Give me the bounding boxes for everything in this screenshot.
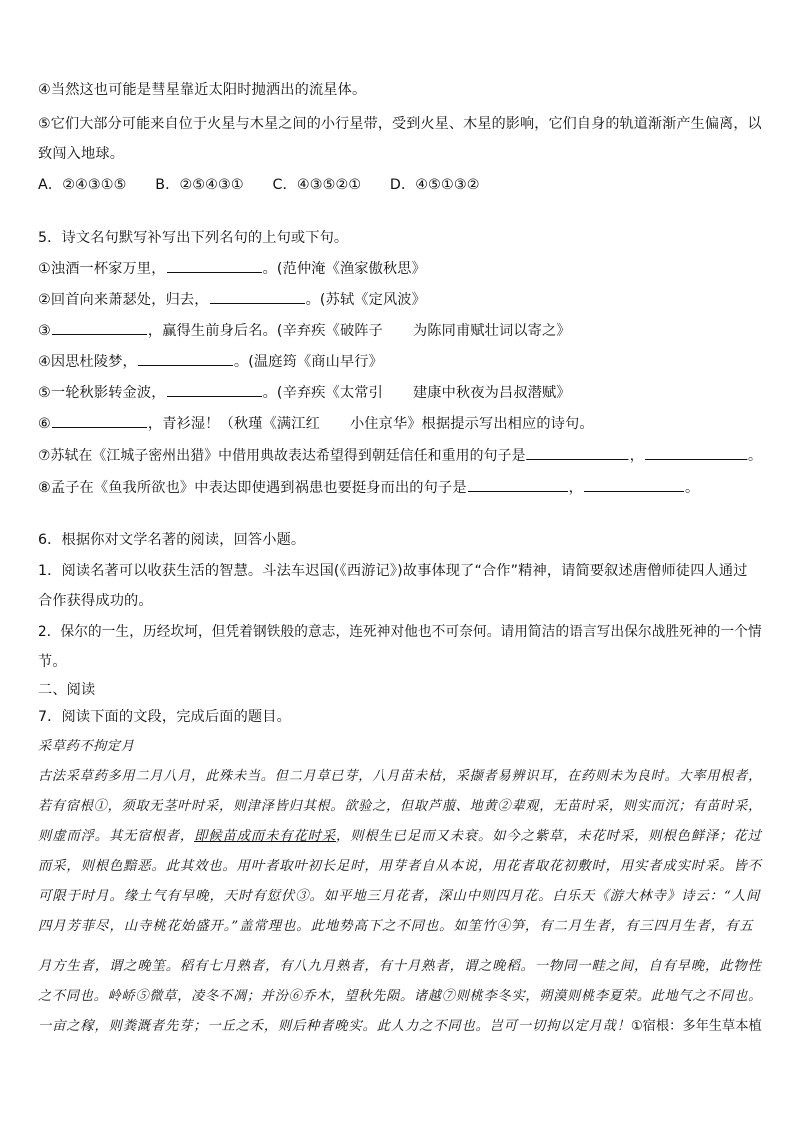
- q5-line-2: ②回首向来萧瑟处，归去， 。(苏轼《定风波》: [38, 292, 426, 308]
- answer-blank[interactable]: [167, 383, 262, 397]
- answer-blank[interactable]: [167, 259, 262, 273]
- footnote-start: ①宿根：多年生草本植: [630, 1019, 762, 1034]
- answer-blank[interactable]: [52, 414, 147, 428]
- passage-title: 采草药不拘定月: [38, 739, 135, 754]
- answer-blank[interactable]: [468, 478, 568, 492]
- q6-item1-line1: 1．阅读名著可以收获生活的智慧。斗法车迟国(《西游记》)故事体现了“合作”精神，请简要叙述唐僧师徒四人通过: [38, 563, 748, 579]
- passage-line-last: 一亩之稼，则粪溉者先芽；一丘之禾，则后种者晚实。此人力之不同也。岂可一切拘以定月哉！①宿根：多年生草本植: [38, 1019, 762, 1034]
- q4-sentence-4: ④当然这也可能是彗星靠近太阳时抛洒出的流星体。: [38, 82, 367, 98]
- q5-title: 5．诗文名句默写补写出下列名句的上句或下句。: [38, 230, 349, 246]
- passage-line: 月方生者，谓之晚筀。稻有七月熟者，有八九月熟者，有十月熟者，谓之晚稻。一物同一畦之间，自有早晚，此物性: [38, 959, 762, 974]
- passage-line: 四月芳菲尽，山寺桃花始盛开。”盖常理也。此地势高下之不同也。如筀竹④笋，有二月生者，有三四月生者，有五: [38, 919, 754, 934]
- passage-line: 古法采草药多用二月八月，此殊未当。但二月草已芽，八月苗未枯，采撷者易辨识耳，在药则未为良时。大率用根者，: [38, 769, 763, 784]
- q5-line-1: ①浊酒一杯家万里， 。(范仲淹《渔家傲秋思》: [38, 261, 426, 277]
- answer-blank[interactable]: [527, 446, 629, 460]
- passage-line: 而采，则根色黯恶。此其效也。用叶者取叶初长足时，用芽者自从本说，用花者取花初敷时，用实者成实时采。皆不: [38, 859, 762, 874]
- q6-item2-line2: 节。: [38, 654, 67, 670]
- answer-blank[interactable]: [210, 290, 305, 304]
- q5-line-5: ⑤一轮秋影转金波， 。(辛弃疾《太常引 建康中秋夜为吕叔潜赋》: [38, 385, 571, 401]
- section-heading-reading: 二、阅读: [38, 682, 96, 698]
- q4-option-b: B．②⑤④③①: [155, 177, 244, 193]
- q4-option-c: C．④③⑤②①: [272, 177, 362, 193]
- q6-item2-line1: 2．保尔的一生，历经坎坷，但凭着钢铁般的意志，连死神对他也不可奈何。请用简洁的语言写出保尔战胜死神的一个情: [38, 624, 762, 640]
- answer-blank[interactable]: [52, 321, 147, 335]
- answer-blank[interactable]: [645, 446, 747, 460]
- q6-item1-line2: 合作获得成功的。: [38, 593, 153, 609]
- q4-option-d: D．④⑤①③②: [389, 177, 480, 193]
- q6-title: 6．根据你对文学名著的阅读，回答小题。: [38, 532, 306, 548]
- q7-title: 7．阅读下面的文段，完成后面的题目。: [38, 709, 291, 725]
- q4-options: [38, 175, 762, 195]
- underlined-phrase: 即候苗成而未有花时采: [194, 829, 337, 844]
- answer-blank[interactable]: [584, 478, 684, 492]
- q4-sentence-5-line2: 致闯入地球。: [38, 146, 125, 162]
- q5-line-7: ⑦苏轼在《江城子密州出猎》中借用典故表达希望得到朝廷信任和重用的句子是 ， 。: [38, 448, 763, 464]
- q5-line-4: ④因思杜陵梦， 。(温庭筠《商山早行》: [38, 354, 383, 370]
- q4-option-a: A．②④③①⑤: [38, 177, 127, 193]
- q5-line-8: ⑧孟子在《鱼我所欲也》中表达即使遇到祸患也要挺身而出的句子是 ， 。: [38, 480, 700, 496]
- q4-sentence-5-line1: ⑤它们大部分可能来自位于火星与木星之间的小行星带，受到火星、木星的影响，它们自身的轨道渐渐产生偏离，以: [38, 116, 762, 132]
- passage-line: 之不同也。岭峤⑤微草，凌冬不凋；并汾⑥乔木，望秋先陨。诸越⑦则桃李冬实，朔漠则桃李夏荣。此地气之不同也。: [38, 989, 763, 1004]
- q5-line-6: ⑥ ，青衫湿！（秋瑾《满江红 小住京华》根据提示写出相应的诗句。: [38, 416, 594, 432]
- answer-blank[interactable]: [138, 352, 233, 366]
- passage-line: 若有宿根①，须取无茎叶时采，则津泽皆归其根。欲验之，但取芦菔、地黄②辈观，无苗时采，则实而沉；有苗时采，: [38, 799, 763, 814]
- q5-line-3: ③ ，赢得生前身后名。(辛弃疾《破阵子 为陈同甫赋壮词以寄之》: [38, 323, 571, 339]
- passage-line: 可限于时月。缘土气有早晚，天时有愆伏③。如平地三月花者，深山中则四月花。白乐天《游大林寺》诗云：“人间: [38, 889, 761, 904]
- passage-line: 则虚而浮。其无宿根者，即候苗成而未有花时采，则根生已足而又未衰。如今之紫草，未花时采，则根色鲜泽；花过: [38, 829, 762, 844]
